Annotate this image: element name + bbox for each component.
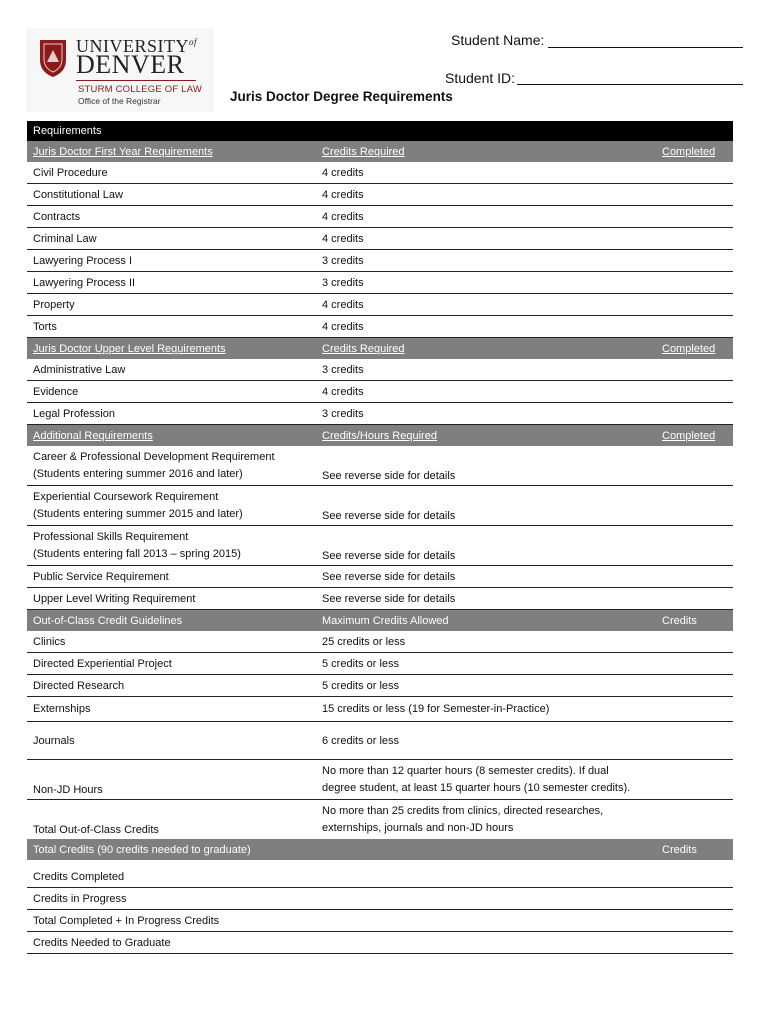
completed-cell[interactable] xyxy=(656,228,733,250)
university-shield-icon xyxy=(38,38,68,78)
table-row: Administrative Law 3 credits xyxy=(27,359,733,381)
document-title: Juris Doctor Degree Requirements xyxy=(230,89,453,104)
section-header-out-of-class: Out-of-Class Credit Guidelines Maximum Credits Allowed Credits xyxy=(27,610,733,632)
completed-cell[interactable] xyxy=(656,272,733,294)
completed-cell[interactable] xyxy=(656,294,733,316)
student-name-field[interactable] xyxy=(451,32,544,48)
table-row: Contracts 4 credits xyxy=(27,206,733,228)
completed-cell[interactable] xyxy=(656,588,733,610)
table-row: Credits Completed xyxy=(27,866,733,888)
university-logo xyxy=(26,28,214,112)
table-row: Externships 15 credits or less (19 for Semester-in-Practice) xyxy=(27,697,733,722)
credits-cell[interactable] xyxy=(656,888,733,910)
table-row: Civil Procedure 4 credits xyxy=(27,162,733,184)
section-header-upper-level: Juris Doctor Upper Level Requirements Credits Required Completed xyxy=(27,338,733,360)
table-row: Directed Experiential Project 5 credits or less xyxy=(27,653,733,675)
table-row: Directed Research 5 credits or less xyxy=(27,675,733,697)
table-row: Property 4 credits xyxy=(27,294,733,316)
credits-cell[interactable] xyxy=(656,910,733,932)
table-row: Legal Profession 3 credits xyxy=(27,403,733,425)
table-row: Career & Professional Development Requirement (Students entering summer 2016 and later) See reverse side for details xyxy=(27,446,733,486)
student-id-line[interactable] xyxy=(517,84,743,85)
table-row: Non-JD Hours No more than 12 quarter hours (8 semester credits). If dual degree student, at least 15 quarter hours (10 semester credits). xyxy=(27,760,733,800)
credits-cell[interactable] xyxy=(656,866,733,888)
logo-divider xyxy=(76,80,196,81)
completed-cell[interactable] xyxy=(656,403,733,425)
logo-office: Office of the Registrar xyxy=(78,96,161,106)
completed-cell[interactable] xyxy=(656,526,733,566)
table-row: Lawyering Process I 3 credits xyxy=(27,250,733,272)
completed-cell[interactable] xyxy=(656,381,733,403)
credits-cell[interactable] xyxy=(656,675,733,697)
logo-college: STURM COLLEGE OF LAW xyxy=(78,84,202,95)
student-name-line[interactable] xyxy=(548,47,743,48)
table-row: Criminal Law 4 credits xyxy=(27,228,733,250)
credits-cell[interactable] xyxy=(656,800,733,840)
table-row: Total Out-of-Class Credits No more than 25 credits from clinics, directed researches, externships, journals and non-JD hours xyxy=(27,800,733,840)
completed-cell[interactable] xyxy=(656,206,733,228)
table-row: Credits Needed to Graduate xyxy=(27,932,733,954)
table-row: Journals 6 credits or less xyxy=(27,722,733,760)
student-id-field[interactable] xyxy=(445,70,515,86)
requirements-table xyxy=(27,121,733,954)
table-row: Clinics 25 credits or less xyxy=(27,631,733,653)
section-header-first-year: Juris Doctor First Year Requirements Credits Required Completed xyxy=(27,141,733,162)
credits-cell[interactable] xyxy=(656,722,733,760)
logo-university: $UNIVERSITY^{of}$ xyxy=(76,36,198,56)
table-row: Public Service Requirement See reverse side for details xyxy=(27,566,733,588)
table-row: Upper Level Writing Requirement See reverse side for details xyxy=(27,588,733,610)
table-row: Professional Skills Requirement (Students entering fall 2013 – spring 2015) See reverse side for details xyxy=(27,526,733,566)
logo-denver: DENVER xyxy=(76,50,185,79)
completed-cell[interactable] xyxy=(656,184,733,206)
credits-cell[interactable] xyxy=(656,653,733,675)
completed-cell[interactable] xyxy=(656,162,733,184)
completed-cell[interactable] xyxy=(656,446,733,486)
student-name-label: Student Name: xyxy=(451,32,545,48)
credits-cell[interactable] xyxy=(656,760,733,800)
table-row: Evidence 4 credits xyxy=(27,381,733,403)
table-row: Experiential Coursework Requirement (Students entering summer 2015 and later) See reverse side for details xyxy=(27,486,733,526)
table-row: Constitutional Law 4 credits xyxy=(27,184,733,206)
credits-cell[interactable] xyxy=(656,631,733,653)
credits-cell[interactable] xyxy=(656,932,733,954)
completed-cell[interactable] xyxy=(656,316,733,338)
student-id-label: Student ID: xyxy=(445,70,516,86)
table-row: Total Completed + In Progress Credits xyxy=(27,910,733,932)
credits-cell[interactable] xyxy=(656,697,733,722)
section-header-totals: Total Credits (90 credits needed to graduate) Credits xyxy=(27,839,733,860)
completed-cell[interactable] xyxy=(656,359,733,381)
table-top-header: Requirements xyxy=(27,121,733,141)
table-row: Torts 4 credits xyxy=(27,316,733,338)
table-row: Lawyering Process II 3 credits xyxy=(27,272,733,294)
table-row: Credits in Progress xyxy=(27,888,733,910)
completed-cell[interactable] xyxy=(656,250,733,272)
completed-cell[interactable] xyxy=(656,486,733,526)
section-header-additional: Additional Requirements Credits/Hours Required Completed xyxy=(27,425,733,447)
completed-cell[interactable] xyxy=(656,566,733,588)
